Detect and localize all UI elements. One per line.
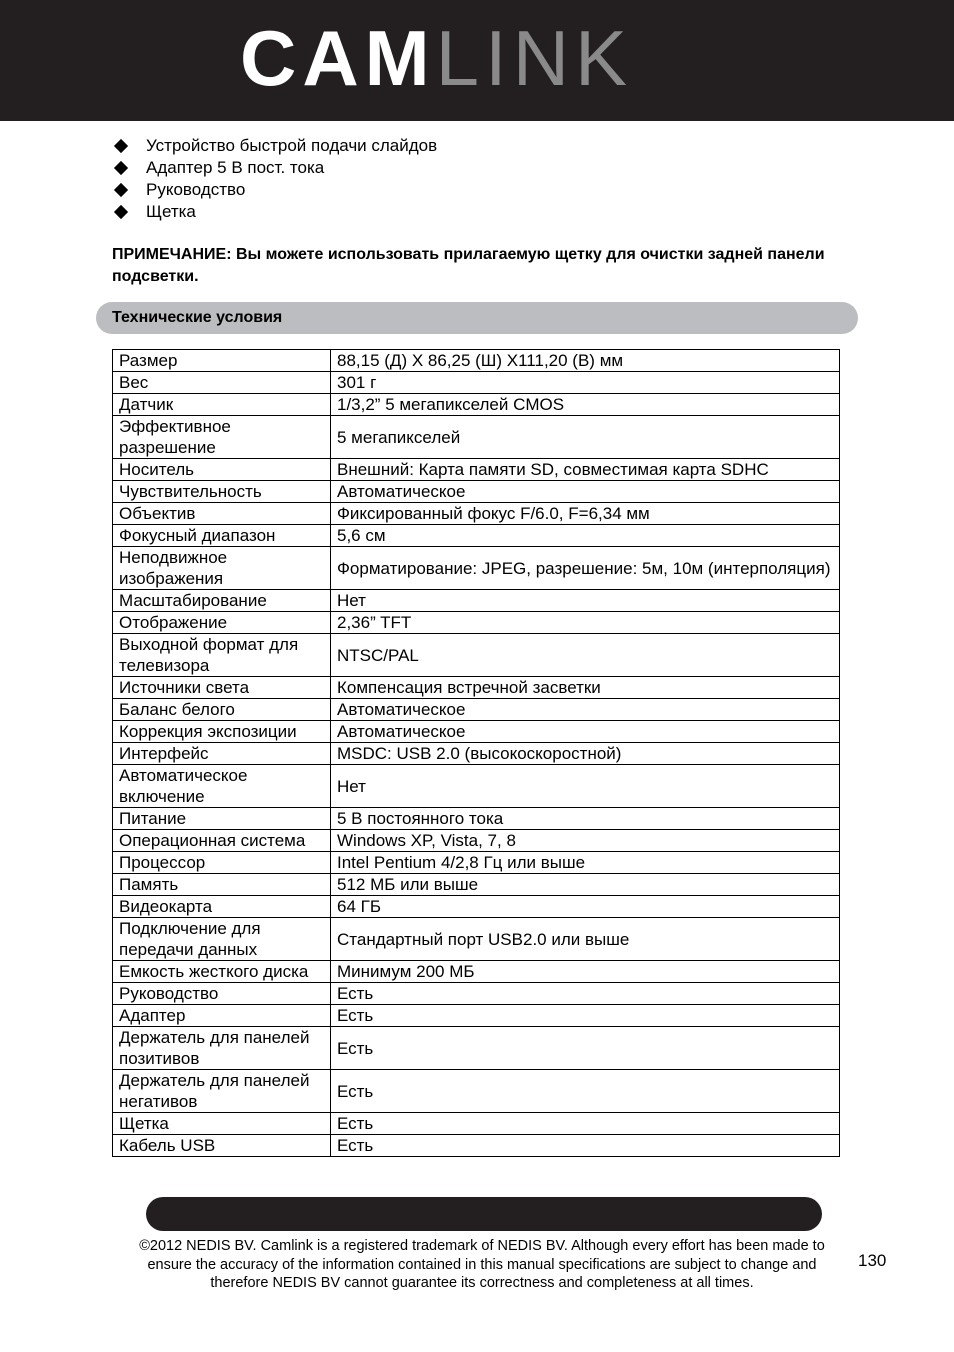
spec-value: Intel Pentium 4/2,8 Гц или выше [331,852,840,874]
table-row [113,721,840,743]
list-item-text: Адаптер 5 В пост. тока [146,158,325,177]
table-row [113,874,840,896]
spec-label: Объектив [113,503,331,525]
diamond-bullet-icon [114,161,128,175]
spec-label: Видеокарта [113,896,331,918]
diamond-bullet-icon [114,205,128,219]
spec-value: Есть [331,1113,840,1135]
table-row [113,503,840,525]
spec-value: Есть [331,983,840,1005]
spec-label: Питание [113,808,331,830]
table-row [113,961,840,983]
spec-value: Компенсация встречной засветки [331,677,840,699]
table-row [113,896,840,918]
table-row [113,372,840,394]
table-row [113,830,840,852]
spec-label: Кабель USB [113,1135,331,1157]
table-row [113,1027,840,1070]
table-row [113,918,840,961]
table-row [113,1070,840,1113]
spec-label: Щетка [113,1113,331,1135]
table-row [113,481,840,503]
spec-value: 1/3,2” 5 мегапикселей CMOS [331,394,840,416]
list-item-text: Щетка [146,202,196,221]
spec-label: Память [113,874,331,896]
spec-value: 5 мегапикселей [331,416,840,459]
logo-cam: CAM [240,14,436,102]
spec-value: 2,36” TFT [331,612,840,634]
note-paragraph: ПРИМЕЧАНИЕ: Вы можете использовать прилагаемую щетку для очистки задней панели подсветки. [112,246,825,285]
table-row [113,1005,840,1027]
spec-label: Неподвижное изображения [113,547,331,590]
spec-label: Подключение для передачи данных [113,918,331,961]
camlink-logo [240,14,634,102]
spec-value: Автоматическое [331,699,840,721]
list-item [113,179,437,201]
list-item [113,135,437,157]
spec-value: Есть [331,1005,840,1027]
table-row [113,394,840,416]
page-number: 130 [858,1251,887,1270]
spec-label: Вес [113,372,331,394]
spec-label: Руководство [113,983,331,1005]
spec-label: Держатель для панелей позитивов [113,1027,331,1070]
spec-label: Размер [113,350,331,372]
spec-label: Процессор [113,852,331,874]
spec-value: Есть [331,1135,840,1157]
spec-label: Интерфейс [113,743,331,765]
spec-label: Баланс белого [113,699,331,721]
spec-value: 88,15 (Д) X 86,25 (Ш) X111,20 (В) мм [331,350,840,372]
spec-label: Датчик [113,394,331,416]
spec-label: Носитель [113,459,331,481]
spec-value: Минимум 200 МБ [331,961,840,983]
spec-label: Операционная система [113,830,331,852]
spec-value: 64 ГБ [331,896,840,918]
spec-label: Эффективное разрешение [113,416,331,459]
spec-label: Отображение [113,612,331,634]
spec-label: Адаптер [113,1005,331,1027]
section-header [96,302,858,334]
table-row [113,634,840,677]
list-item [113,201,437,223]
spec-value: Есть [331,1027,840,1070]
footer-bar [146,1197,822,1231]
spec-value: Нет [331,590,840,612]
specifications-table [112,349,840,1157]
spec-value: Форматирование: JPEG, разрешение: 5м, 10м (интерполяция) [331,547,840,590]
table-row [113,612,840,634]
diamond-bullet-icon [114,139,128,153]
spec-value: 5,6 см [331,525,840,547]
list-item-text: Руководство [146,180,246,199]
spec-label: Фокусный диапазон [113,525,331,547]
package-contents-list [113,135,437,223]
table-row [113,677,840,699]
spec-value: Внешний: Карта памяти SD, совместимая карта SDHC [331,459,840,481]
spec-label: Автоматическое включение [113,765,331,808]
table-row [113,983,840,1005]
spec-label: Емкость жесткого диска [113,961,331,983]
copyright-notice: ©2012 NEDIS BV. Camlink is a registered trademark of NEDIS BV. Although every effort has been made to ensure the accuracy of the information contained in this manual specifications are subject to change and therefore NEDIS BV cannot guarantee its correctness and completeness at all times. [139,1238,825,1291]
table-row [113,852,840,874]
table-row [113,1135,840,1157]
table-row [113,765,840,808]
table-row [113,547,840,590]
table-row [113,743,840,765]
specifications-table-body [113,350,840,1157]
spec-value: NTSC/PAL [331,634,840,677]
spec-value: 301 г [331,372,840,394]
table-row [113,590,840,612]
spec-label: Масштабирование [113,590,331,612]
table-row [113,525,840,547]
spec-value: Есть [331,1070,840,1113]
spec-value: Нет [331,765,840,808]
spec-value: 512 МБ или выше [331,874,840,896]
spec-value: Фиксированный фокус F/6.0, F=6,34 мм [331,503,840,525]
spec-value: 5 В постоянного тока [331,808,840,830]
spec-label: Источники света [113,677,331,699]
spec-value: Windows XP, Vista, 7, 8 [331,830,840,852]
spec-label: Чувствительность [113,481,331,503]
table-row [113,416,840,459]
header-band [0,0,954,121]
table-row [113,808,840,830]
spec-value: Автоматическое [331,481,840,503]
list-item-text: Устройство быстрой подачи слайдов [146,136,438,155]
spec-value: Стандартный порт USB2.0 или выше [331,918,840,961]
spec-label: Выходной формат для телевизора [113,634,331,677]
spec-label: Держатель для панелей негативов [113,1070,331,1113]
spec-label: Коррекция экспозиции [113,721,331,743]
table-row [113,459,840,481]
diamond-bullet-icon [114,183,128,197]
section-title: Технические условия [112,309,283,326]
table-row [113,350,840,372]
list-item [113,157,437,179]
table-row [113,1113,840,1135]
logo-link: LINK [435,14,634,102]
spec-value: Автоматическое [331,721,840,743]
table-row [113,699,840,721]
spec-value: MSDC: USB 2.0 (высокоскоростной) [331,743,840,765]
